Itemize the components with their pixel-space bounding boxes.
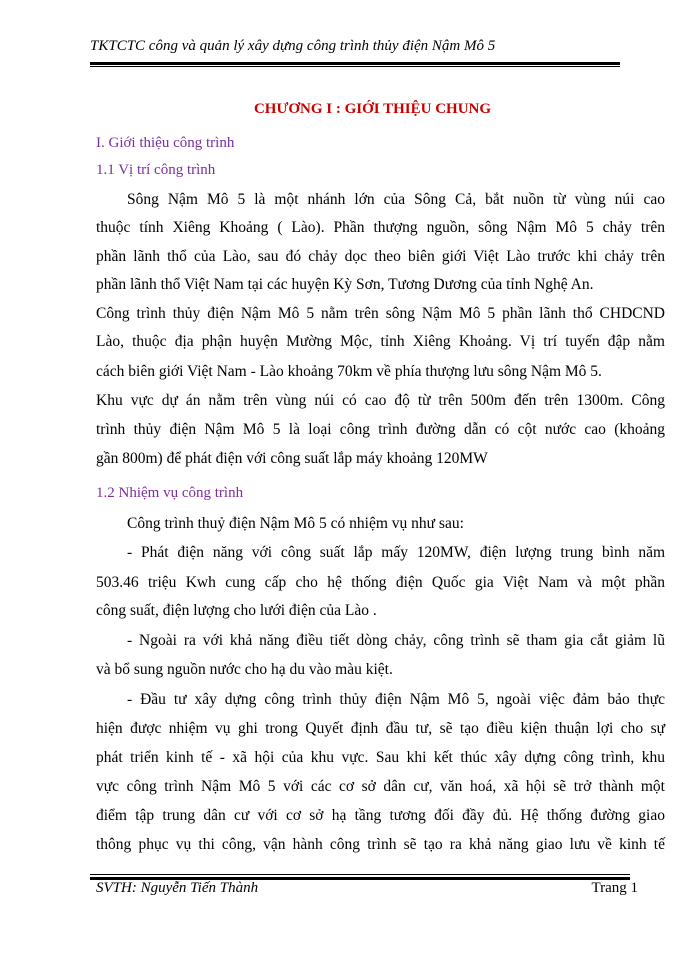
paragraph-line: Sông Nậm Mô 5 là một nhánh lớn của Sông Cả, bắt nuồn từ vùng núi cao (127, 191, 665, 208)
chapter-title: CHƯƠNG I : GIỚI THIỆU CHUNG (253, 101, 492, 117)
footer-author: SVTH: Nguyễn Tiến Thành (96, 880, 259, 896)
header-rule-thick (90, 62, 620, 65)
paragraph-line: phần lãnh thổ Việt Nam tại các huyện Kỳ Sơn, Tương Dương của tỉnh Nghệ An. (96, 276, 594, 293)
paragraph-line: và bổ sung nguồn nước cho hạ du vào màu kiệt. (96, 661, 393, 678)
paragraph-line: phần lãnh thổ của Lào, sau đó chảy dọc theo biên giới Việt Lào trước khi chảy trên (96, 248, 665, 265)
footer-rule-thin (90, 874, 630, 875)
paragraph-line: Công trình thuỷ điện Nậm Mô 5 có nhiệm vụ như sau: (127, 515, 464, 532)
paragraph-line: thuộc tính Xiêng Khoảng ( Lào). Phần thượng nguồn, sông Nậm Mô 5 chảy trên (96, 219, 665, 236)
paragraph-line: Công trình thủy điện Nậm Mô 5 nằm trên sông Nậm Mô 5 phần lãnh thổ CHDCND (96, 305, 665, 322)
paragraph-line: - Ngoài ra với khả năng điều tiết dòng chảy, công trình sẽ tham gia cắt giảm lũ (127, 632, 665, 649)
paragraph-line: cách biên giới Việt Nam - Lào khoảng 70km về phía thượng lưu sông Nậm Mô 5. (96, 363, 602, 380)
paragraph-line: Khu vực dự án nằm trên vùng núi có cao độ từ trên 500m đến trên 1300m. Công (96, 392, 665, 409)
paragraph-line: - Phát điện năng với công suất lắp mấy 120MW, điện lượng trung bình năm (127, 544, 665, 561)
paragraph-line: phát triển kinh tế - xã hội của khu vực. Sau khi kết thúc xây dựng công trình, khu (96, 749, 665, 766)
subsection-heading-tasks: 1.2 Nhiệm vụ công trình (96, 485, 244, 501)
paragraph-line: thông phục vụ thi công, vận hành công trình sẽ tạo ra khả năng giao lưu về kinh tế (96, 836, 665, 853)
paragraph-line: điểm tập trung dân cư với cơ sở hạ tầng tương đối đầy đủ. Hệ thống đường giao (96, 807, 665, 824)
paragraph-line: 503.46 triệu Kwh cung cấp cho hệ thống điện Quốc gia Việt Nam và một phần (96, 574, 665, 591)
subsection-heading-location: 1.1 Vị trí công trình (96, 162, 216, 178)
paragraph-line: Lào, thuộc địa phận huyện Mường Mộc, tỉnh Xiêng Khoảng. Vị trí tuyến đập nằm (96, 333, 665, 350)
paragraph-line: - Đầu tư xây dựng công trình thủy điện Nậm Mô 5, ngoài việc đảm bảo thực (127, 691, 665, 708)
paragraph-line: vực công trình Nậm Mô 5 với các cơ sở dân cư, văn hoá, xã hội sẽ trở thành một (96, 778, 665, 795)
paragraph-line: trình thủy điện Nậm Mô 5 là loại công trình đường dẫn có cột nước cao (khoảng (96, 421, 665, 438)
paragraph-line: hiện được nhiệm vụ ghi trong Quyết định đầu tư, sẽ tạo điều kiện thuận lợi cho sự (96, 720, 665, 737)
header-rule-thin (90, 66, 620, 67)
paragraph-line: công suất, điện lượng cho lưới điện của Lào . (96, 602, 377, 619)
running-header: TKTCTC công và quản lý xây dựng công trình thủy điện Nậm Mô 5 (90, 38, 496, 54)
paragraph-line: gần 800m) để phát điện với công suất lắp máy khoảng 120MW (96, 450, 488, 467)
page-number: Trang 1 (591, 880, 638, 896)
section-heading: I. Giới thiệu công trình (96, 135, 235, 151)
